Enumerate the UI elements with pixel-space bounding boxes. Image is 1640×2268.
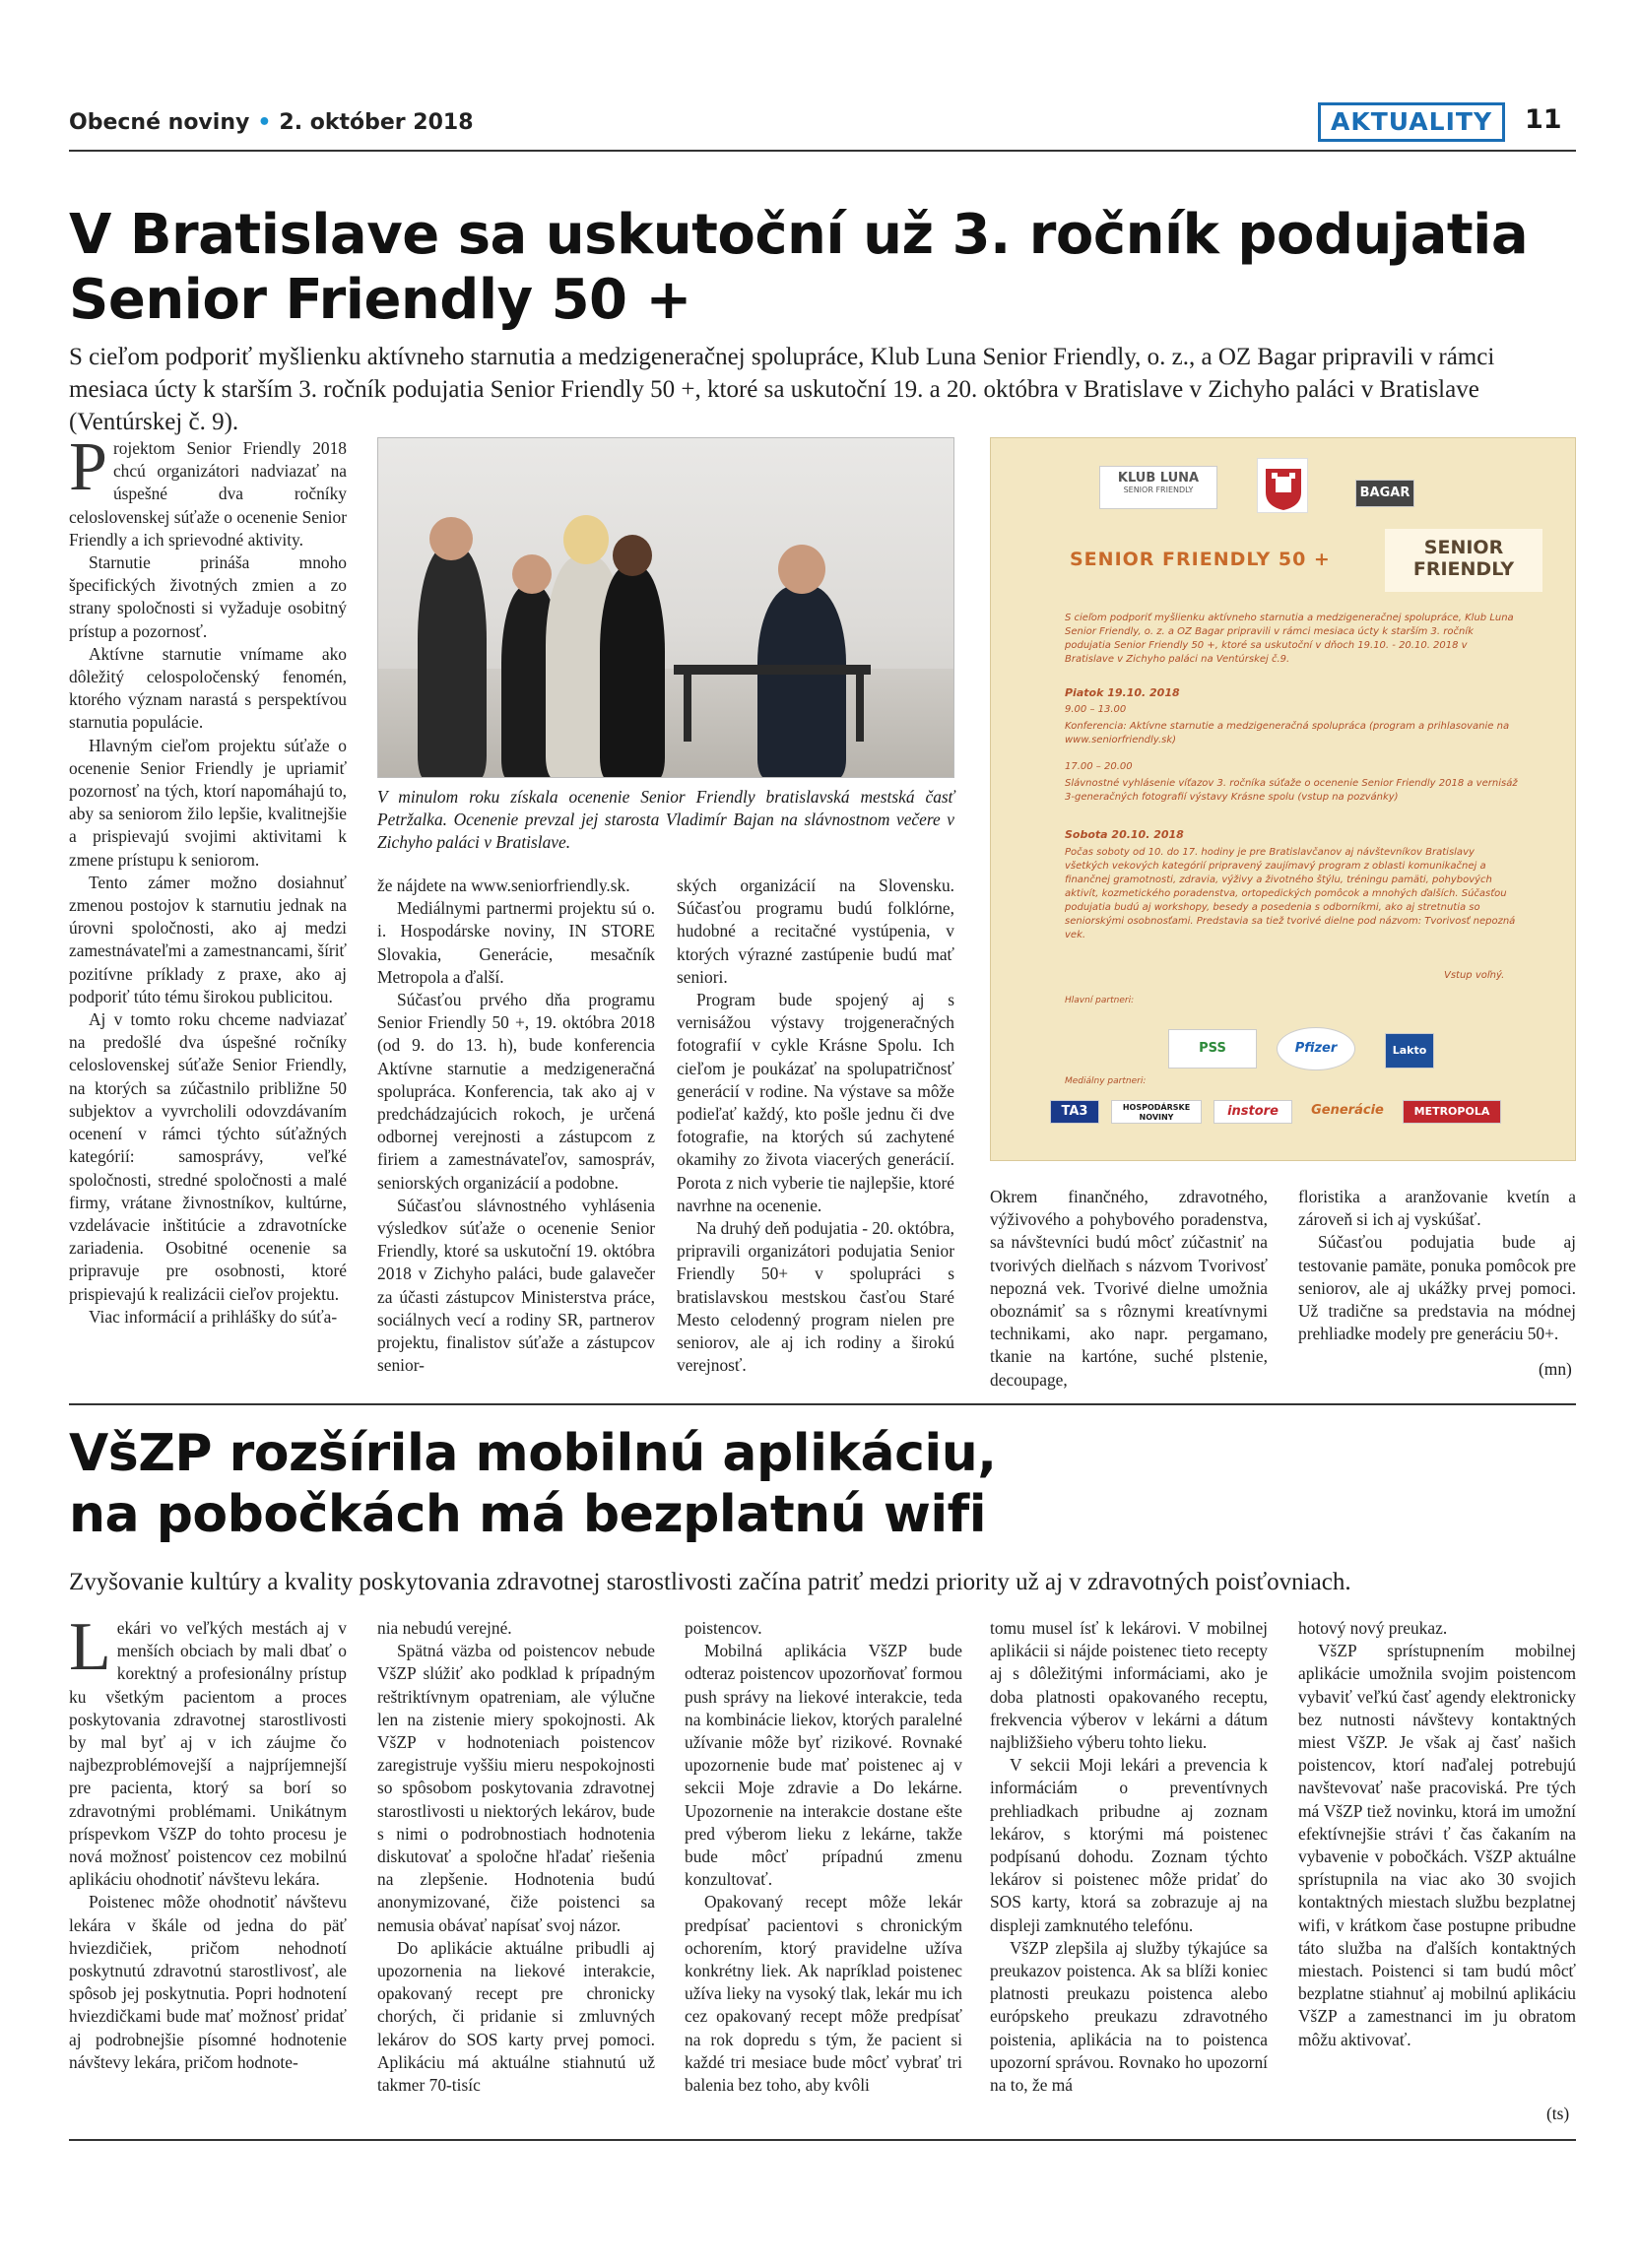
article2-lead: Zvyšovanie kultúry a kvality poskytovania zdravotnej starostlivosti začína patriť medzi priority už aj v zdravotných poisťovniach.: [69, 1569, 1351, 1595]
paragraph: tomu musel ísť k lekárovi. V mobilnej aplikácii si nájde poistenec tieto recepty aj s dôležitými informáciami, ako je doba platnosti opakovaného receptu, frekvencia výberov v lekárni a dátum najbližšieho výberu tohto lieku.: [990, 1618, 1268, 1753]
article2-column-3: [685, 1617, 962, 2097]
photo-person: [600, 566, 665, 778]
article1-headline: [69, 203, 1576, 333]
paragraph: Aj v tomto roku chceme nadviazať na predošlé dva úspešné ročníky celoslovenskej súťaže Senior Friendly, na ktorých sa zúčastnilo približne 50 subjektov a vyvrcholili odovzdávaním ocenení v rámci týchto súťažných kategórií: samosprávy, veľké spoločnosti, stredné spoločnosti a malé firmy, vrátane živnostníkov, kultúrne, vzdelávacie inštitúcie a zdravotnícke zariadenia. Osobitné ocenenie sa pripravuje pre osobnosti, ktoré prispievajú k realizácii cieľov projektu.: [69, 1009, 347, 1304]
lakto-logo: Lakto: [1385, 1033, 1434, 1069]
section-label: AKTUALITY: [1318, 102, 1505, 142]
publication-name: Obecné noviny: [69, 110, 250, 135]
paragraph: Viac informácií a prihlášky do súťa-: [89, 1306, 338, 1327]
hospodarske-noviny-logo: HOSPODÁRSKE NOVINY: [1111, 1100, 1202, 1124]
photo-caption: V minulom roku získala ocenenie Senior Friendly bratislavská mestská časť Petržalka. Ocenenie prevzal jej starosta Vladimír Bajan na slávnostnom večere v Zichyho paláci v Bratislave.: [377, 787, 954, 853]
generacie-logo: Generácie: [1304, 1100, 1391, 1124]
footer-rule: [69, 2139, 1576, 2141]
pfizer-logo: Pfizer: [1277, 1027, 1355, 1070]
photo-table: [674, 665, 871, 675]
paragraph: Aktívne starnutie vnímame ako dôležitý celospoločenský fenomén, ktorého význam narastá s perspektívou starnutia populácie.: [69, 643, 347, 733]
poster-day1-evening: Slávnostné vyhlásenie víťazov 3. ročníka súťaže o ocenenie Senior Friendly 2018 a vernisáž 3-generačných fotografií výstavy Krásne spolu (vstup na pozvánky): [1065, 778, 1518, 803]
article2-column-5: [1298, 1617, 1576, 2051]
paragraph: Starnutie prináša mnoho špecifických životných zmien a zo strany spoločnosti si vyžaduje osobitný prístup a pozornosť.: [69, 552, 347, 641]
event-poster: [990, 437, 1576, 1161]
photo-person-left: [418, 547, 487, 778]
paragraph: floristika a aranžovanie kvetín a zároveň si ich aj vyskúšať.: [1298, 1187, 1576, 1230]
paragraph: rojektom Senior Friendly 2018 chcú organizátori nadviazať na úspešné dva ročníky celoslovenskej súťaže o ocenenie Senior Friendly a ich sprievodné aktivity.: [69, 438, 347, 550]
article2-column-4: [990, 1617, 1268, 2097]
bagar-logo: BAGAR: [1355, 480, 1414, 507]
article1-column-3: [677, 875, 954, 1377]
paragraph: Súčasťou podujatia bude aj testovanie pamäte, ponuka pomôcok pre seniorov, ale aj ukážky prvej pomoci. Už tradične sa predstavia na módnej prehliadke modely pre generáciu 50+.: [1298, 1232, 1576, 1344]
publication-info: [69, 110, 474, 135]
paragraph: V sekcii Moji lekári a prevencia k informáciám o preventívnych prehliadkach pribudne aj zoznam lekárov, s ktorými má poistenec podpísanú dohodu. Zoznam týchto lekárov si poistenec môže pridať do SOS karty, ktorá sa zobrazuje aj na displeji zamknutého telefónu.: [990, 1755, 1268, 1935]
senior-friendly-logo-text: SENIOR FRIENDLY: [1412, 537, 1515, 580]
event-photo: [377, 437, 954, 778]
poster-day2-text: Počas soboty od 10. do 17. hodiny je pre Bratislavčanov aj návštevníkov Bratislavy všetkých vekových kategórií pripravený zaujímavý program z oblasti komunikačnej a finančnej gramotnosti, zdravia, výživy a životného štýlu, tréningu pamäti, pohybových aktivít, kozmetického poradenstva, ortopedických pomôcok a mnohých ďalších. Súčasťou podujatia budú aj workshopy, besedy a posedenia s odborníkmi, ako aj stretnutia so seniorskými osobnosťami. Predstavia sa tiež tvorivé dielne pod názvom: Tvorivosť nepozná vek.: [1065, 847, 1516, 940]
poster-day1-conference: Konferencia: Aktívne starnutie a medzigeneračná spolupráca (program a prihlasovanie na www.seniorfriendly.sk): [1065, 721, 1510, 745]
article2-column-2: [377, 1617, 655, 2097]
poster-day1-evening-time: 17.00 – 20.00: [1065, 761, 1133, 772]
poster-intro: S cieľom podporiť myšlienku aktívneho starnutia a medzigeneračnej spolupráce, Klub Luna Senior Friendly, o. z. a OZ Bagar pripravili v rámci mesiaca úcty k starším 3. ročník podujatia Senior Friendly 50 +, ktoré sa uskutoční v dňoch 19.10. - 20.10. 2018 v Bratislave v Zichyho paláci na Ventúrskej č.9.: [1065, 613, 1514, 665]
paragraph: poistencov.: [685, 1618, 762, 1638]
article1-headline-line1: V Bratislave sa uskutoční už 3. ročník podujatia: [69, 203, 1529, 267]
photo-table-leg: [856, 673, 864, 742]
poster-title: SENIOR FRIENDLY 50 +: [1070, 549, 1331, 570]
article1-column-1: [69, 429, 347, 1328]
poster-media-label: Mediálny partneri:: [1065, 1076, 1147, 1086]
senior-friendly-logo: [1385, 529, 1542, 592]
pss-logo: PSS: [1168, 1029, 1257, 1069]
paragraph: Okrem finančného, zdravotného, výživového a pohybového poradenstva, sa návštevníci budú môcť zúčastniť na tvorivých dielňach s názvom Tvorivosť nepozná vek. Tvorivé dielne umožnia oboznámiť sa s rôznymi kreatívnymi technikami, ako napr. pergamano, tkanie na kartóne, suché plstenie, decoupage,: [990, 1187, 1268, 1390]
paragraph: VšZP zlepšila aj služby týkajúce sa preukazov poistenca. Ak sa blíži koniec platnosti preukazu poistenca alebo európskeho preukazu zdravotného poistenia, aplikácia na to poistenca upozorní správou. Rovnako ho upozorní na to, že má: [990, 1937, 1268, 2096]
photo-head: [512, 554, 552, 594]
paragraph: Na druhý deň podujatia - 20. októbra, pripravili organizátori podujatia Senior Friendly 50+ v spolupráci s bratislavskou mestskou časťou Staré Mesto celodenný program nielen pre seniorov, ale aj ich rodiny a širokú verejnosť.: [677, 1218, 954, 1376]
paragraph: Poistenec môže ohodnotiť návštevu lekára v škále od jedna do päť hviezdičiek, pričom nehodnotí poskytnutú zdravotnú starostlivosť, ale spôsob jej poskytnutia. Popri hodnotení hviezdičkami bude mať možnosť pridať aj podrobnejšie písomné hodnotenie návštevy lekára, pričom hodnote-: [69, 1892, 347, 2072]
ta3-logo: TA3: [1050, 1100, 1099, 1124]
poster-free-entry: Vstup voľný.: [1444, 970, 1505, 981]
article1-column-5: [1298, 1186, 1576, 1345]
article1-column-2: [377, 875, 655, 1377]
poster-day1-time: 9.00 – 13.00: [1065, 704, 1127, 715]
paragraph: Súčasťou slávnostného vyhlásenia výsledkov súťaže o ocenenie Senior Friendly, ktoré sa uskutoční 19. októbra 2018 v Zichyho paláci, bude galavečer za účasti zástupcov Ministerstva práce, sociálnych vecí a rodiny SR, partnerov projektu, finalistov súťaže a zástupcov senior-: [377, 1195, 655, 1376]
article2-dropcap: L: [69, 1609, 111, 1685]
issue-date: 2. október 2018: [279, 110, 474, 135]
paragraph: nia nebudú verejné.: [377, 1618, 512, 1638]
article2-headline-line1: VšZP rozšírila mobilnú aplikáciu,: [69, 1424, 997, 1483]
paragraph: Mobilná aplikácia VšZP bude odteraz poistencov upozorňovať formou push správy na liekové interakcie, teda na kombinácie liekov, ktorých paralelné užívanie môže byť rizikové. Rovnaké upozornenie bude mať poistenec aj v sekcii Moje zdravie a Do lekárne. Upozornenie na interakcie dostane ešte pred výberom lieku z lekárne, takže bude môcť prípadnú zmenu konzultovať.: [685, 1641, 962, 1890]
paragraph: že nájdete na www.seniorfriendly.sk.: [377, 875, 630, 895]
bratislava-crest-icon: [1257, 458, 1308, 513]
article1-headline-line2: Senior Friendly 50 +: [69, 268, 691, 332]
photo-head: [563, 515, 609, 564]
poster-partners-label: Hlavní partneri:: [1065, 996, 1135, 1005]
paragraph: Opakovaný recept môže lekár predpísať pacientovi s chronickým ochorením, ktorý pravidelne užíva konkrétny liek. Ak napríklad poistenec užíva lieky na vysoký tlak, lekár mu ich cez opakovaný recept môže predpísať na rok dopredu s tým, že pacient si každé tri mesiace bude môcť vybrať tri balenia bez toho, aby kvôli: [685, 1892, 962, 2096]
paragraph: Program bude spojený aj s vernisážou výstavy trojgeneračných fotografií v cykle Krásne Spolu. Ich cieľom je poukázať na spolupatričnosť generácií v rodine. Na výstave sa môže podieľať každý, kto pošle jednu či dve fotografie, na ktorých sú zachytené okamihy zo života viacerých generácií. Porota z nich vyberie tie najlepšie, ktoré navrhne na ocenenie.: [677, 990, 954, 1215]
paragraph: Súčasťou prvého dňa programu Senior Friendly 50 +, 19. októbra 2018 (od 9. do 13. h), bude konferencia Aktívne starnutie a medzigeneračná spolupráca. Konferencia, tak ako aj v predchádzajúcich rokoch, je určená odbornej verejnosti a zástupcom z firiem a zamestnávateľov, samospráv, seniorských organizácií a podobne.: [377, 990, 655, 1193]
article-divider: [69, 1403, 1576, 1405]
page-header: [69, 102, 1576, 146]
article1-byline: (mn): [1539, 1359, 1572, 1379]
article2-headline: [69, 1423, 1576, 1545]
separator-dot: •: [257, 110, 272, 135]
article2-column-1: [69, 1609, 347, 2074]
paragraph: Hlavným cieľom projektu súťaže o ocenenie Senior Friendly je upriamiť pozornosť na tých, ktorí napomáhajú to, aby sa seniorom žilo lepšie, kvalitnejšie a prispievajú svojimi aktivitami k zmene prístupu k seniorom.: [69, 735, 347, 870]
paragraph: hotový nový preukaz.: [1298, 1618, 1448, 1638]
article2-headline-line2: na pobočkách má bezplatnú wifi: [69, 1485, 987, 1544]
klub-luna-logo-subtitle: SENIOR FRIENDLY: [1123, 486, 1194, 494]
paragraph: Mediálnymi partnermi projektu sú o. i. Hospodárske noviny, IN STORE Slovakia, Generácie, mesačník Metropola a ďalší.: [377, 898, 655, 987]
klub-luna-logo: [1099, 466, 1217, 509]
klub-luna-logo-text: KLUB LUNA: [1117, 471, 1200, 486]
photo-head: [429, 517, 473, 560]
poster-day1: Piatok 19.10. 2018: [1065, 686, 1180, 699]
paragraph: ských organizácií na Slovensku. Súčasťou programu budú folklórne, hudobné a recitačné vystúpenia, v ktorých výrazné zastúpenie budú mať seniori.: [677, 875, 954, 987]
paragraph: Tento zámer možno dosiahnuť zmenou postojov k starnutiu jednak na úrovni spoločnosti, ako aj medzi zamestnávateľmi a zamestnancami, šíriť pozitívne príklady z praxe, ako aj podporiť túto tému širokou publicitou.: [69, 872, 347, 1006]
article2-byline: (ts): [1546, 2104, 1570, 2123]
photo-person-speaker: [757, 586, 846, 778]
article1-lead: S cieľom podporiť myšlienku aktívneho starnutia a medzigeneračnej spolupráce, Klub Luna Senior Friendly, o. z., a OZ Bagar pripravili v rámci mesiaca úcty k starším 3. ročník podujatia Senior Friendly 50 +, ktoré sa uskutoční 19. a 20. októbra v Bratislave v Zichyho paláci v Bratislave (Ventúrskej č. 9).: [69, 344, 1495, 435]
instore-logo: instore: [1214, 1100, 1292, 1124]
page-number: 11: [1525, 104, 1562, 135]
paragraph: VšZP sprístupnením mobilnej aplikácie umožnila svojim poistencom vybaviť veľkú časť agendy elektronicky bez nutnosti návštevy kontaktných miest VšZP. Je však aj časť našich poistencov, ktorí naďalej potrebujú navštevovať naše pracoviská. Pre tých má VšZP tiež novinku, ktorá im umožní efektívnejšie strávi ť čas čakaním na vybavenie v pobočkách. VšZP aktuálne sprístupnila na viac ako 30 svojich kontaktných miestach službu bezplatnej wifi, v krátkom čase postupne pribudne táto služba na ďalších kontaktných miestach. Poistenci si tam budú môcť bezplatne stiahnuť aj mobilnú aplikáciu VšZP a zamestnanci im ju obratom môžu aktivovať.: [1298, 1641, 1576, 2049]
paragraph: Do aplikácie aktuálne pribudli aj upozornenia na liekové interakcie, opakovaný recept pre chronicky chorých, či pridanie si zmluvných lekárov do SOS karty prvej pomoci. Aplikáciu má aktuálne stiahnutú už takmer 70-tisíc: [377, 1937, 655, 2096]
header-rule: [69, 150, 1576, 152]
photo-head: [778, 545, 825, 594]
poster-day2: Sobota 20.10. 2018: [1065, 828, 1184, 841]
metropola-logo: METROPOLA: [1403, 1100, 1501, 1124]
photo-table-leg: [684, 673, 691, 742]
article1-dropcap: P: [69, 429, 107, 505]
paragraph: Spätná väzba od poistencov nebude VšZP slúžiť ako podklad k prípadným reštriktívnym opatreniam, ale výlučne len na zistenie miery spokojnosti. Ak VšZP v hodnoteniach poistencov zaregistruje vyššiu mieru nespokojnosti so spôsobom poskytovania zdravotnej starostlivosti u niektorých lekárov, bude s nimi o podrobnostiach hodnotenia diskutovať a spoločne hľadať riešenia na zlepšenie. Hodnotenia budú anonymizované, čiže poistenci sa nemusia obávať napísať svoj názor.: [377, 1641, 655, 1935]
photo-head: [613, 535, 652, 576]
article1-column-4: [990, 1186, 1268, 1392]
paragraph: ekári vo veľkých mestách aj v menších obciach by mali dbať o korektný a profesionálny prístup ku všetkým pacientom a proces poskytovania zdravotnej starostlivosti by mal byť aj v ich záujme čo najbezproblémovejší a najpríjemnejší pre pacienta, ktorý sa borí so zdravotnými problémami. Unikátnym príspevkom VšZP do tohto procesu je nová možnosť poistencov cez mobilnú aplikáciu ohodnotiť návštevu lekára.: [69, 1618, 347, 1890]
